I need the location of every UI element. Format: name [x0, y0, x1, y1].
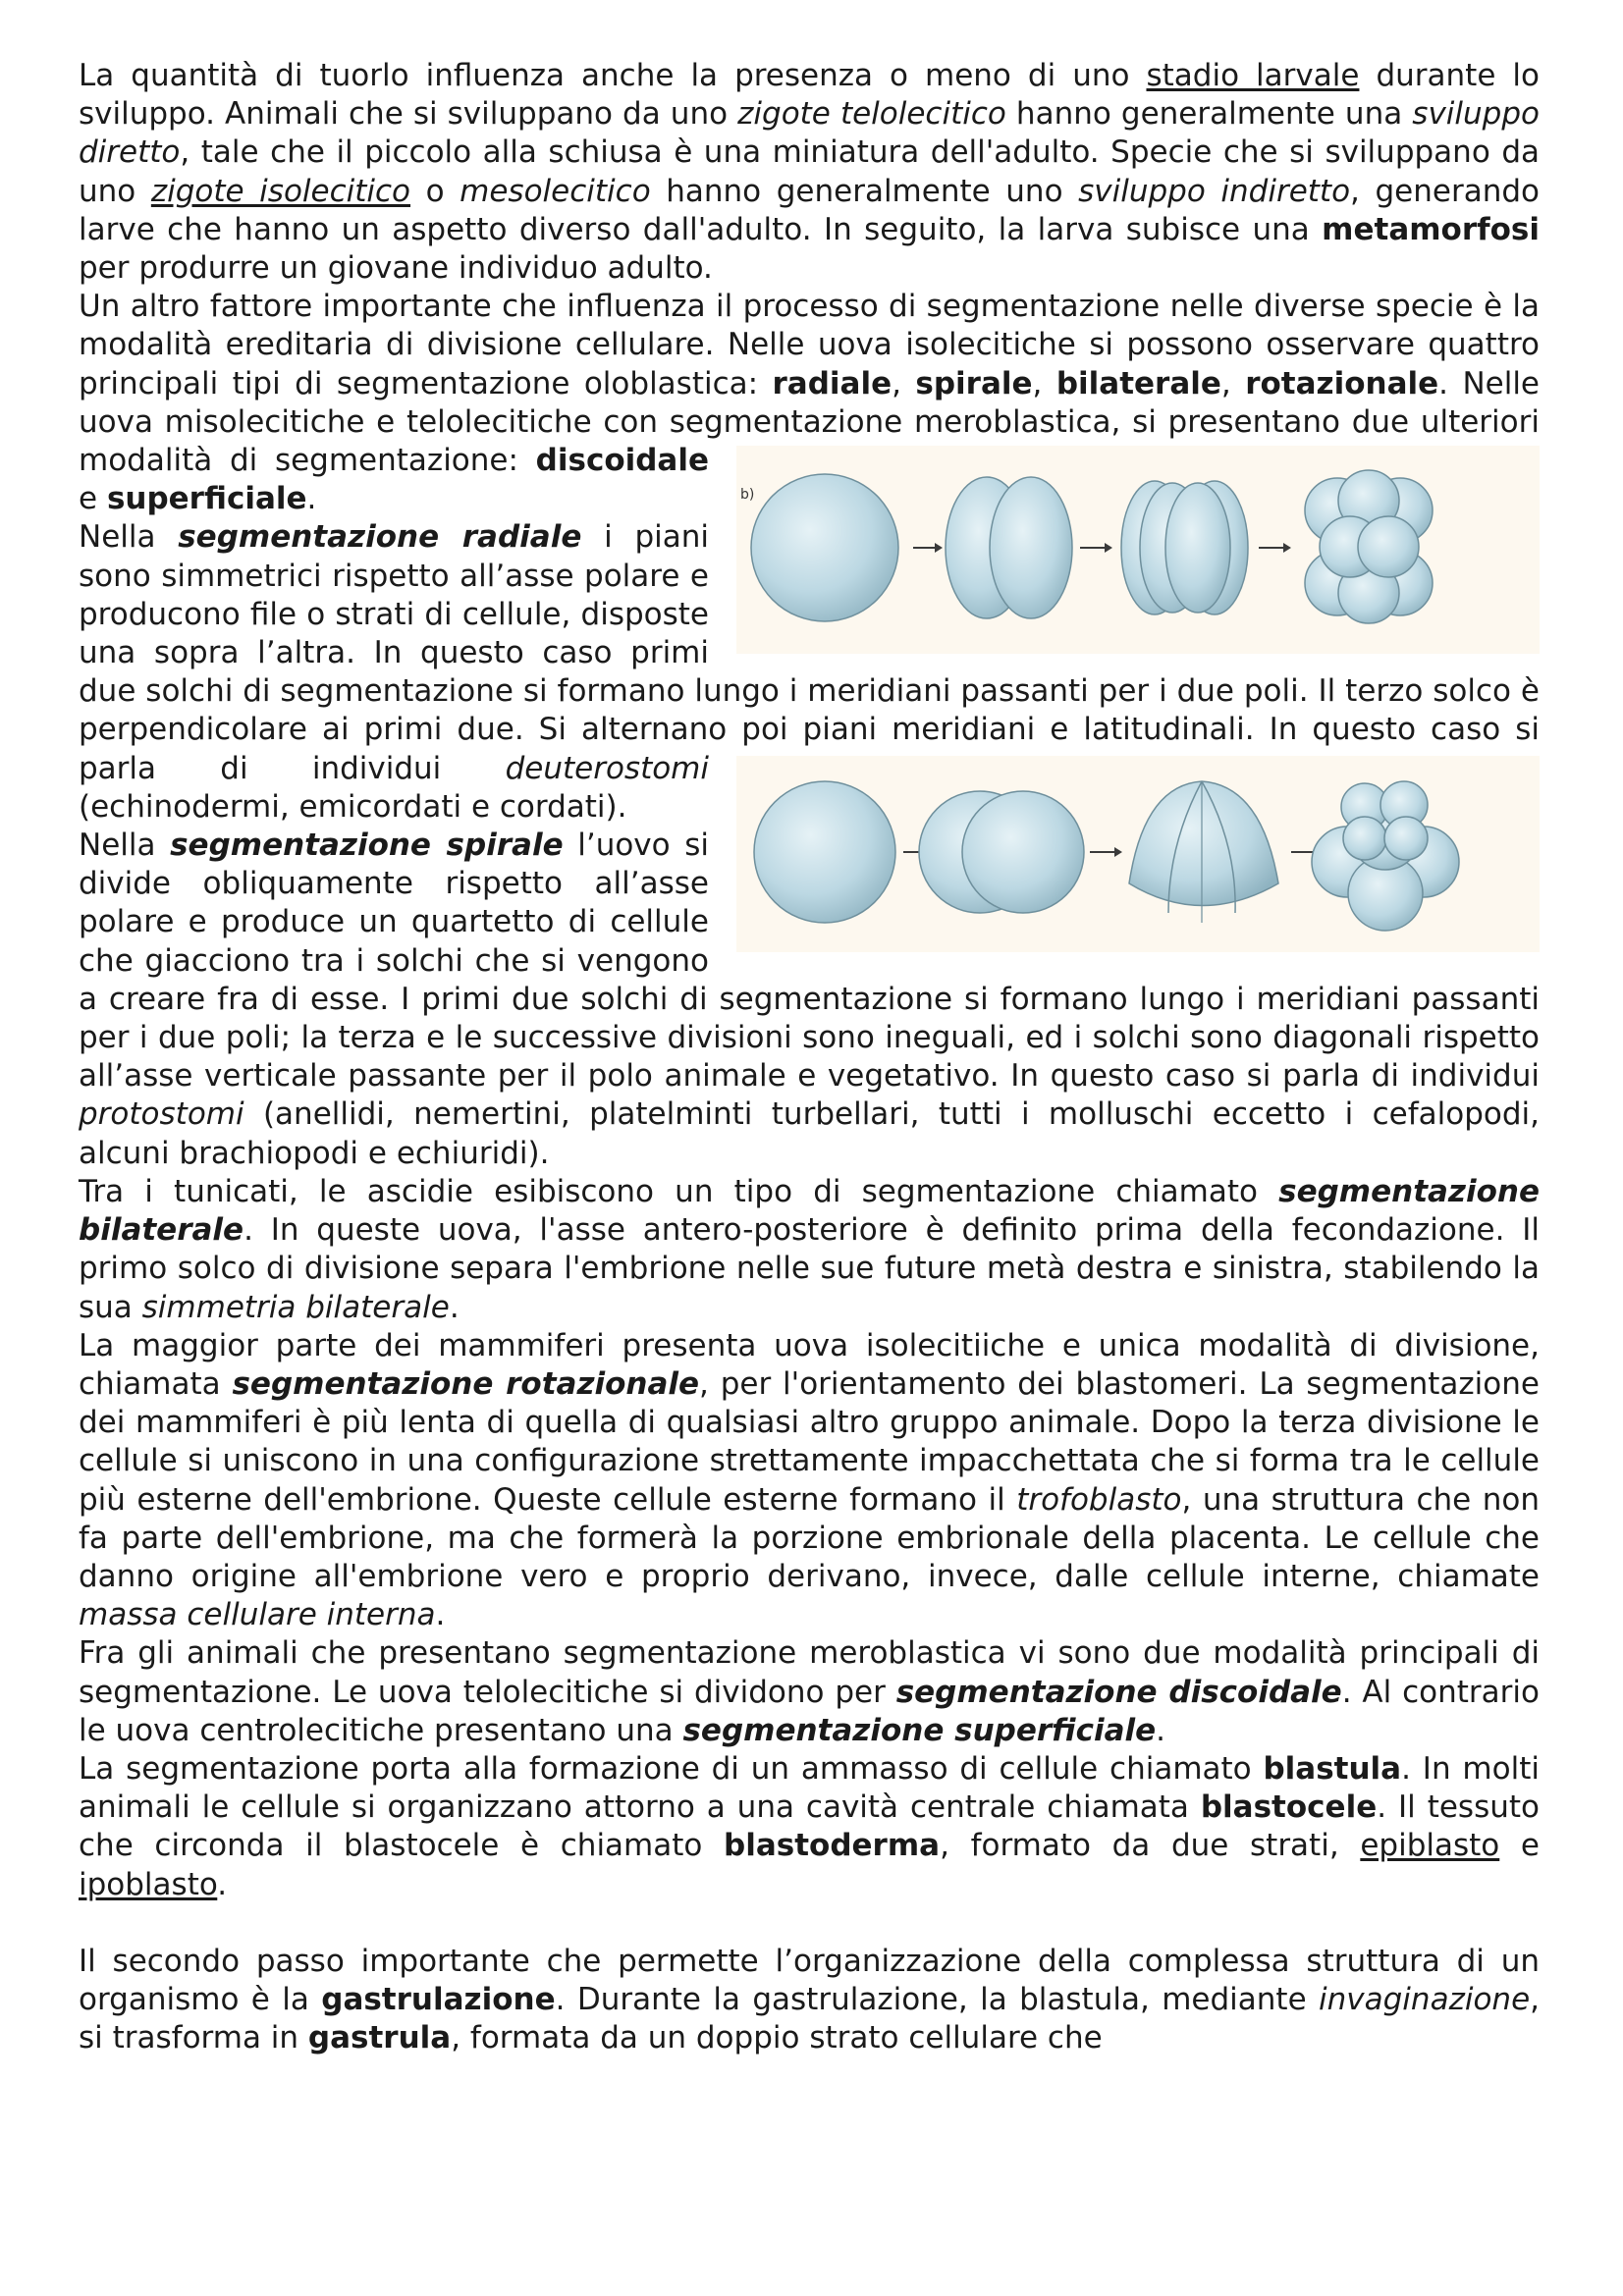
document-body [79, 57, 1540, 2057]
paragraph-cleavage-types: Un altro fattore importante che influenza il processo di segmentazione nelle diverse specie è la modalità ereditaria di divisione cellulare. Nelle uova isolecitiche si possono osservare quattro principali tipi di segmentazione oloblastica: radiale, spirale, bilaterale, rotazionale. Nelle uova misolecitiche e telolecitiche con segmentazione meroblastica, si presentano due ulteriori modalità di segmentazione: b) discoidale e superficiale. [79, 288, 1540, 518]
cell-8g [1343, 817, 1386, 860]
paragraph-blastula: La segmentazione porta alla formazione di un ammasso di cellule chiamato blastula. In molti animali le cellule si organizzano attorno a una cavità centrale chiamata blastocele. Il tessuto che circonda il blastocele è chiamato blastoderma, formato da due strati, epiblasto e ipoblasto. [79, 1750, 1540, 1902]
figure-label: b) [740, 487, 755, 504]
figure-radial-cleavage [736, 446, 1540, 654]
cell-4d [1165, 483, 1230, 613]
paragraph-bilateral-cleavage: Tra i tunicati, le ascidie esibiscono un tipo di segmentazione chiamato segmentazione bilaterale. In queste uova, l'asse antero-posteriore è definito prima della fecondazione. Il primo solco di divisione separa l'embrione nelle sue future metà destra e sinistra, stabilendo la sua simmetria bilaterale. [79, 1173, 1540, 1325]
paragraph-spiral-cleavage: Nella segmentazione spirale l’uovo si divide obliquamente rispetto all’asse polare e produce un quartetto di cellule che giacciono tra i solchi che si vengono a creare fra di esse. I primi due solchi di segmentazione si formano lungo i meridiani passanti per i due poli; la terza e le successive divisioni sono ineguali, ed i solchi sono diagonali rispetto all’asse verticale passante per il polo animale e vegetativo. In questo caso si parla di individui protostomi (anellidi, nemertini, platelminti turbellari, tutti i molluschi eccetto i cefalopodi, alcuni brachiopodi e echiuridi). [79, 828, 1540, 1171]
paragraph-gastrulation: Il secondo passo importante che permette l’organizzazione della complessa struttura di un organismo è la gastrulazione. Durante la gastrulazione, la blastula, mediante invaginazione, si trasforma in gastrula, formata da un doppio strato cellulare che [79, 1943, 1540, 2056]
cell-1 [754, 781, 895, 923]
figure-spiral-cleavage [736, 756, 1540, 952]
cell-2b [962, 791, 1084, 913]
paragraph-rotational-cleavage: La maggior parte dei mammiferi presenta uova isolecitiiche e unica modalità di divisione, chiamata segmentazione rotazionale, per l'orientamento dei blastomeri. La segmentazione dei mammiferi è più lenta di quella di qualsiasi altro gruppo animale. Dopo la terza divisione le cellule si uniscono in una configurazione strettamente impacchettata che si forma tra le cellule più esterne dell'embrione. Queste cellule esterne formano il trofoblasto, una struttura che non fa parte dell'embrione, ma che formerà la porzione embrionale della placenta. Le cellule che danno origine all'embrione vero e proprio derivano, invece, dalle cellule interne, chiamate massa cellulare interna. [79, 1327, 1541, 1633]
paragraph-radial-cleavage: Nella segmentazione radiale i piani sono simmetrici rispetto all’asse polare e producono file o strati di cellule, disposte una sopra l’altra. In questo caso primi due solchi di segmentazione si formano lungo i meridiani passanti per i due poli. Il terzo solco è perpendicolare ai primi due. Si alternano poi piani meridiani e latitudinali. In questo caso si parla di individui deuterostomi (echinodermi, emicordati e cordati). [79, 518, 1540, 827]
paragraph-meroblastic-cleavage: Fra gli animali che presentano segmentazione meroblastica vi sono due modalità principali di segmentazione. Le uova telolecitiche si dividono per segmentazione discoidale. Al contrario le uova centrolecitiche presentano una segmentazione superficiale. [79, 1635, 1540, 1748]
cell-2b [990, 477, 1072, 618]
cell-8h [1358, 516, 1419, 577]
paragraph-gap [79, 1904, 1540, 1943]
cell-4-embryo [1129, 781, 1278, 906]
cell-8h [1384, 817, 1428, 860]
paragraph-yolk-larval-stage: La quantità di tuorlo influenza anche la presenza o meno di uno stadio larvale durante lo sviluppo. Animali che si sviluppano da uno zigote telolecitico hanno generalmente una sviluppo diretto, tale che il piccolo alla schiusa è una miniatura dell'adulto. Specie che si sviluppano da uno zigote isolecitico o mesolecitico hanno generalmente uno sviluppo indiretto, generando larve che hanno un aspetto diverso dall'adulto. In seguito, la larva subisce una metamorfosi per produrre un giovane individuo adulto. [79, 58, 1540, 287]
cell-1 [751, 474, 898, 621]
